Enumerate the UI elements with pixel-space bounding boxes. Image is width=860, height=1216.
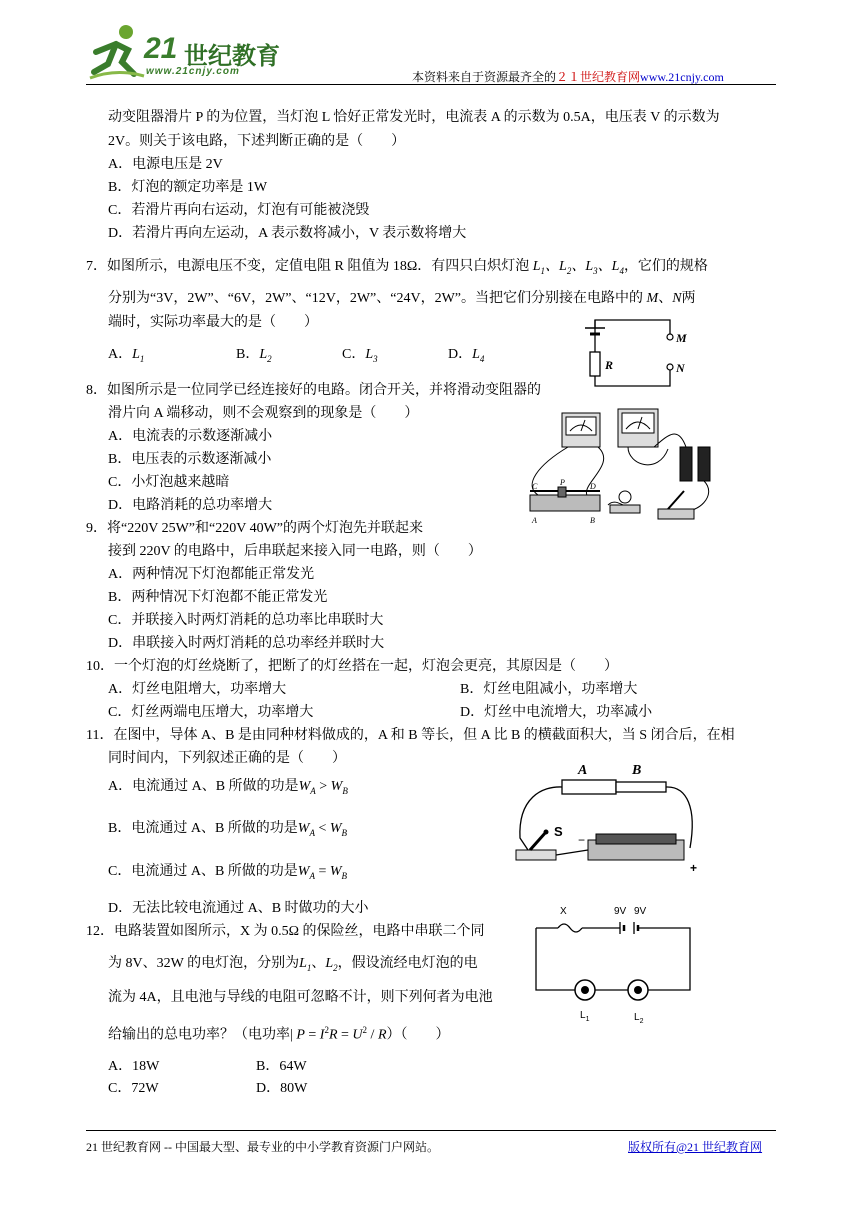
q6-option-c: C．若滑片再向右运动，灯泡有可能被浇毁 (108, 203, 370, 218)
q12-option-b: B．64W (256, 1059, 307, 1074)
q10-option-b: B．灯丝电阻减小，功率增大 (460, 682, 638, 697)
q6-line1: 动变阻器滑片 P 的为位置，当灯泡 L 恰好正常发光时，电流表 A 的示数为 0.5A，电压表 V 的示数为 (108, 110, 720, 125)
q7-fig-label-n: N (676, 361, 685, 375)
q8-fig-label-a: A (532, 516, 537, 525)
q11-option-d: D．无法比较电流通过 A、B 时做功的大小 (108, 901, 369, 916)
q9-line1: 9．将“220V 25W”和“220V 40W”的两个灯泡先并联起来 (86, 521, 423, 536)
runner-icon (86, 22, 146, 82)
q8-fig-label-c: C (532, 482, 538, 491)
q11-line2: 同时间内，下列叙述正确的是（ ） (108, 751, 346, 766)
q11-option-a: A．电流通过 A、B 所做的功是$W_A > W_B$ (108, 779, 348, 796)
q6-option-a: A．电源电压是 2V (108, 157, 223, 172)
q9-option-b: B．两种情况下灯泡都不能正常发光 (108, 590, 328, 605)
q8-fig-label-d: D (590, 482, 596, 491)
footer-left: 21 世纪教育网 -- 中国最大型、最专业的中小学教育资源门户网站。 (86, 1140, 439, 1154)
logo-number: 21 (144, 32, 178, 65)
header-site: ２１世纪教育网 (556, 70, 641, 84)
q6-line2: 2V。则关于该电路，下述判断正确的是（ ） (108, 134, 406, 149)
logo (86, 22, 286, 84)
q12-line1: 12．电路装置如图所示，X 为 0.5Ω 的保险丝，电路中串联二个同 (86, 924, 485, 939)
q12-option-d: D．80W (256, 1081, 308, 1096)
q7-circuit-figure (575, 312, 700, 392)
q10-option-c: C．灯丝两端电压增大，功率增大 (108, 705, 314, 720)
q7-fig-label-m: M (676, 331, 687, 345)
q11-circuit-figure (512, 758, 712, 876)
q12-fig-label-l1: $L_1$ (580, 1010, 590, 1023)
logo-text: 世纪教育 (184, 42, 280, 70)
footer-rule (86, 1130, 776, 1131)
q12-line2: 为 8V、32W 的电灯泡，分别为$L_1$、$L_2$，假设流经电灯泡的电 (108, 956, 478, 973)
header-note: 本资料来自于资源最齐全的２１世纪教育网www.21cnjy.com (412, 70, 724, 84)
q6-option-d: D．若滑片再向左运动，A 表示数将减小，V 表示数将增大 (108, 226, 467, 241)
q8-option-d: D．电路消耗的总功率增大 (108, 498, 273, 513)
q8-option-c: C．小灯泡越来越暗 (108, 475, 230, 490)
q7-line1: 7．如图所示，电源电压不变，定值电阻 R 阻值为 18Ω．有四只白炽灯泡 $L_1$、$L_2$、$L_3$、$L_4$，它们的规格 (86, 259, 708, 276)
q10-option-d: D．灯丝中电流增大，功率减小 (460, 705, 653, 720)
q9-line2: 接到 220V 的电路中，后串联起来接入同一电路，则（ ） (108, 544, 482, 559)
q11-fig-label-plus: + (690, 861, 698, 875)
q11-option-c: C．电流通过 A、B 所做的功是$W_A = W_B$ (108, 864, 348, 881)
q11-fig-label-b: B (632, 763, 642, 778)
q12-fig-label-l2: $L_2$ (634, 1012, 644, 1025)
q8-fig-label-b: B (590, 516, 595, 525)
q12-option-c: C．72W (108, 1081, 159, 1096)
q9-option-d: D．串联接入时两灯消耗的总功率经并联时大 (108, 636, 385, 651)
q8-fig-label-p: P (560, 478, 565, 487)
q7-option-a: A．$L_1$ (108, 347, 145, 364)
q7-option-c: C．$L_3$ (342, 347, 378, 364)
q8-option-b: B．电压表的示数逐渐减小 (108, 452, 272, 467)
header-url[interactable]: www.21cnjy.com (640, 70, 724, 84)
q8-option-a: A．电流表的示数逐渐减小 (108, 429, 273, 444)
q7-option-b: B．$L_2$ (236, 347, 272, 364)
footer-copyright-link[interactable]: 版权所有@21 世纪教育网 (628, 1140, 763, 1154)
q10-line1: 10．一个灯泡的灯丝烧断了，把断了的灯丝搭在一起，灯泡会更亮，其原因是（ ） (86, 659, 618, 674)
q7-fig-label-r: R (605, 358, 614, 372)
q11-fig-label-minus: − (578, 833, 586, 847)
q11-option-b: B．电流通过 A、B 所做的功是$W_A < W_B$ (108, 821, 348, 838)
q12-circuit-figure (530, 902, 710, 1026)
q12-line3: 流为 4A，且电池与导线的电阻可忽略不计，则下列何者为电池 (108, 990, 493, 1005)
q9-option-a: A．两种情况下灯泡都能正常发光 (108, 567, 315, 582)
q7-line3: 端时，实际功率最大的是（ ） (108, 315, 318, 330)
q11-fig-label-s: S (554, 824, 563, 839)
q7-option-d: D．$L_4$ (448, 347, 485, 364)
q8-line1: 8．如图所示是一位同学已经连接好的电路。闭合开关，并将滑动变阻器的 (86, 383, 541, 398)
q12-option-a: A．18W (108, 1059, 160, 1074)
q10-option-a: A．灯丝电阻增大，功率增大 (108, 682, 287, 697)
q6-option-b: B．灯泡的额定功率是 1W (108, 180, 268, 195)
q12-fig-label-v2: 9V (634, 906, 647, 917)
q11-fig-label-a: A (578, 763, 588, 778)
q8-line2: 滑片向 A 端移动，则不会观察到的现象是（ ） (108, 406, 419, 421)
q9-option-c: C．并联接入时两灯消耗的总功率比串联时大 (108, 613, 384, 628)
q7-line2: 分别为“3V，2W”、“6V，2W”、“12V，2W”、“24V，2W”。当把它们分别接在电路中的 M、N两 (108, 291, 696, 306)
logo-url: www.21cnjy.com (146, 66, 240, 77)
q11-line1: 11．在图中，导体 A、B 是由同种材料做成的，A 和 B 等长，但 A 比 B 的横截面积大，当 S 闭合后，在相 (86, 728, 735, 743)
q12-line4: 给输出的总电功率？（电功率| $P = I^2R = U^2 / R$）（ ） (108, 1025, 450, 1043)
q12-fig-label-v1: 9V (614, 906, 627, 917)
header-rule (86, 84, 776, 85)
q12-fig-label-x: X (560, 906, 567, 917)
q8-circuit-figure (518, 405, 740, 533)
